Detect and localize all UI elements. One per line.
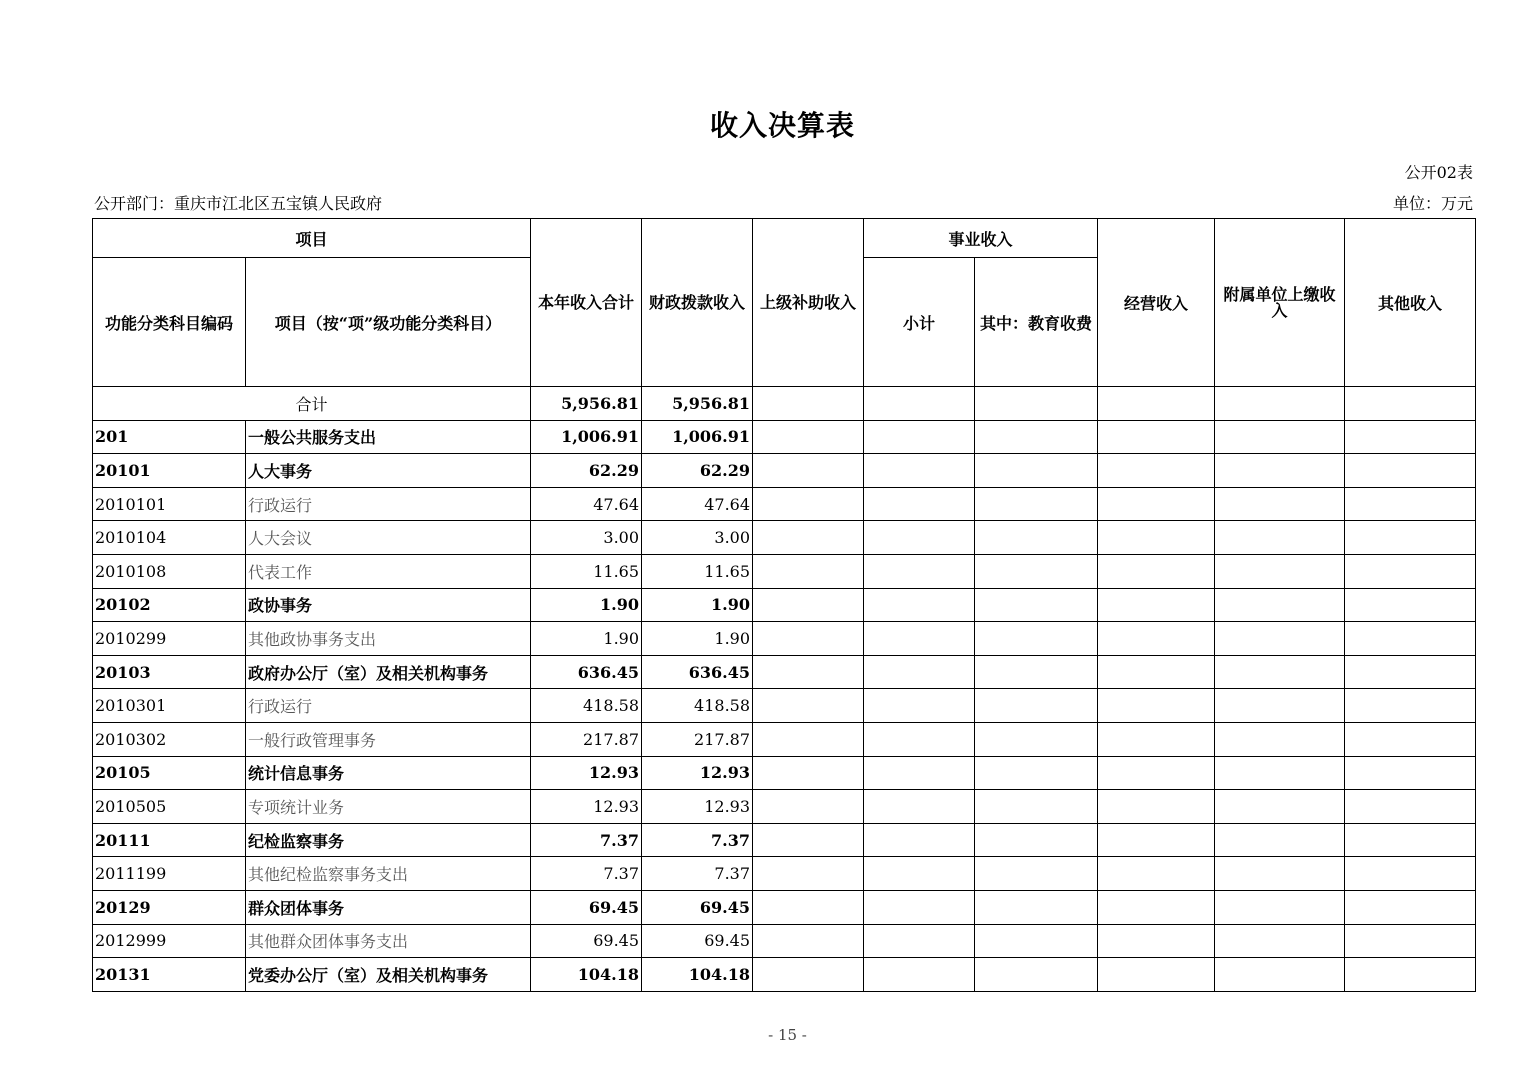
row-total: 12.93	[531, 756, 642, 790]
row-fiscal: 12.93	[642, 756, 753, 790]
empty-cell	[1098, 790, 1215, 824]
row-fiscal: 1.90	[642, 622, 753, 656]
empty-cell	[753, 521, 864, 555]
empty-cell	[864, 689, 975, 723]
row-name: 行政运行	[246, 689, 531, 723]
row-code: 20105	[93, 756, 246, 790]
empty-cell	[1215, 924, 1345, 958]
empty-cell	[753, 756, 864, 790]
row-fiscal: 62.29	[642, 454, 753, 488]
row-fiscal: 1,006.91	[642, 420, 753, 454]
empty-cell	[1345, 756, 1476, 790]
empty-cell	[1098, 420, 1215, 454]
table-row	[93, 420, 1476, 454]
empty-cell	[864, 420, 975, 454]
row-fiscal: 1.90	[642, 588, 753, 622]
row-name: 其他群众团体事务支出	[246, 924, 531, 958]
empty-cell	[864, 588, 975, 622]
empty-cell	[1345, 689, 1476, 723]
empty-cell	[753, 857, 864, 891]
row-name: 专项统计业务	[246, 790, 531, 824]
row-total: 1.90	[531, 622, 642, 656]
empty-cell	[1345, 487, 1476, 521]
empty-cell	[864, 554, 975, 588]
empty-cell	[1098, 689, 1215, 723]
empty-cell	[1345, 823, 1476, 857]
row-code: 2011199	[93, 857, 246, 891]
empty-cell	[1215, 722, 1345, 756]
total-label: 合计	[93, 387, 531, 421]
empty-cell	[975, 790, 1098, 824]
empty-cell	[864, 924, 975, 958]
row-code: 2010505	[93, 790, 246, 824]
empty-cell	[864, 890, 975, 924]
empty-cell	[753, 487, 864, 521]
row-name: 人大会议	[246, 521, 531, 555]
row-name: 政府办公厅（室）及相关机构事务	[246, 655, 531, 689]
empty-cell	[753, 588, 864, 622]
empty-cell	[1215, 790, 1345, 824]
empty-cell	[864, 622, 975, 656]
page-title: 收入决算表	[709, 109, 855, 142]
empty-cell	[864, 454, 975, 488]
row-name: 其他政协事务支出	[246, 622, 531, 656]
empty-cell	[975, 823, 1098, 857]
empty-cell	[1098, 857, 1215, 891]
row-fiscal: 418.58	[642, 689, 753, 723]
table-row	[93, 554, 1476, 588]
empty-cell	[864, 655, 975, 689]
empty-cell	[1345, 454, 1476, 488]
table-row	[93, 823, 1476, 857]
header-education: 其中：教育收费	[975, 258, 1098, 387]
empty-cell	[1098, 924, 1215, 958]
row-code: 2010101	[93, 487, 246, 521]
row-code: 2010104	[93, 521, 246, 555]
row-fiscal: 217.87	[642, 722, 753, 756]
empty-cell	[1215, 420, 1345, 454]
header-affiliated: 附属单位上缴收入	[1215, 219, 1345, 387]
empty-cell	[753, 790, 864, 824]
row-name: 其他纪检监察事务支出	[246, 857, 531, 891]
row-fiscal: 12.93	[642, 790, 753, 824]
empty-cell	[1345, 655, 1476, 689]
row-code: 2010301	[93, 689, 246, 723]
row-name: 代表工作	[246, 554, 531, 588]
empty-cell	[975, 554, 1098, 588]
table-row	[93, 689, 1476, 723]
unit-label: 单位：万元	[1392, 194, 1473, 213]
empty-cell	[1215, 454, 1345, 488]
empty-cell	[864, 823, 975, 857]
row-fiscal: 47.64	[642, 487, 753, 521]
row-code: 20111	[93, 823, 246, 857]
empty-cell	[1215, 857, 1345, 891]
empty-cell	[753, 655, 864, 689]
empty-cell	[753, 689, 864, 723]
empty-cell	[864, 487, 975, 521]
total-row	[93, 387, 1476, 421]
empty-cell	[1098, 487, 1215, 521]
empty-cell	[975, 924, 1098, 958]
form-number: 公开02表	[1404, 163, 1473, 182]
table-row	[93, 655, 1476, 689]
empty-cell	[1098, 454, 1215, 488]
empty-cell	[975, 756, 1098, 790]
empty-cell	[1098, 722, 1215, 756]
empty-cell	[1345, 924, 1476, 958]
row-fiscal: 636.45	[642, 655, 753, 689]
empty-cell	[1215, 823, 1345, 857]
row-fiscal: 11.65	[642, 554, 753, 588]
empty-cell	[1345, 722, 1476, 756]
table-row	[93, 958, 1476, 992]
table-row	[93, 857, 1476, 891]
empty-cell	[1215, 689, 1345, 723]
header-total: 本年收入合计	[531, 219, 642, 387]
empty-cell	[1345, 588, 1476, 622]
income-table	[92, 218, 1476, 992]
table-row	[93, 588, 1476, 622]
row-code: 2012999	[93, 924, 246, 958]
row-name: 统计信息事务	[246, 756, 531, 790]
page-number: - 15 -	[768, 1026, 807, 1044]
table-row	[93, 722, 1476, 756]
department-label: 公开部门：重庆市江北区五宝镇人民政府	[94, 194, 383, 213]
row-total: 47.64	[531, 487, 642, 521]
empty-cell	[1098, 554, 1215, 588]
empty-cell	[1215, 554, 1345, 588]
empty-cell	[975, 487, 1098, 521]
empty-cell	[1345, 958, 1476, 992]
empty-cell	[975, 420, 1098, 454]
empty-cell	[1345, 890, 1476, 924]
row-code: 2010299	[93, 622, 246, 656]
row-total: 636.45	[531, 655, 642, 689]
empty-cell	[753, 924, 864, 958]
empty-cell	[1098, 823, 1215, 857]
empty-cell	[753, 622, 864, 656]
table-row	[93, 890, 1476, 924]
row-total: 11.65	[531, 554, 642, 588]
table-row	[93, 454, 1476, 488]
empty-cell	[864, 857, 975, 891]
empty-cell	[975, 857, 1098, 891]
row-code: 20131	[93, 958, 246, 992]
empty-cell	[753, 454, 864, 488]
row-total: 1,006.91	[531, 420, 642, 454]
empty-cell	[1098, 890, 1215, 924]
row-code: 2010302	[93, 722, 246, 756]
table-row	[93, 622, 1476, 656]
empty-cell	[975, 890, 1098, 924]
header-business: 事业收入	[864, 219, 1098, 258]
empty-cell	[753, 554, 864, 588]
empty-cell	[753, 890, 864, 924]
table-row	[93, 487, 1476, 521]
row-name: 一般行政管理事务	[246, 722, 531, 756]
empty-cell	[753, 823, 864, 857]
header-code: 功能分类科目编码	[93, 258, 246, 387]
empty-cell	[1215, 487, 1345, 521]
row-name: 政协事务	[246, 588, 531, 622]
table-row	[93, 924, 1476, 958]
empty-cell	[1345, 857, 1476, 891]
empty-cell	[975, 622, 1098, 656]
row-code: 201	[93, 420, 246, 454]
empty-cell	[864, 521, 975, 555]
row-fiscal: 7.37	[642, 857, 753, 891]
empty-cell	[1098, 756, 1215, 790]
empty-cell	[864, 756, 975, 790]
row-name: 一般公共服务支出	[246, 420, 531, 454]
empty-cell	[975, 655, 1098, 689]
empty-cell	[975, 689, 1098, 723]
row-total: 7.37	[531, 823, 642, 857]
row-name: 纪检监察事务	[246, 823, 531, 857]
empty-cell	[1098, 958, 1215, 992]
row-total: 69.45	[531, 890, 642, 924]
row-total: 217.87	[531, 722, 642, 756]
header-superior: 上级补助收入	[753, 219, 864, 387]
table-row	[93, 790, 1476, 824]
row-total: 62.29	[531, 454, 642, 488]
row-name: 群众团体事务	[246, 890, 531, 924]
row-fiscal: 7.37	[642, 823, 753, 857]
row-total: 104.18	[531, 958, 642, 992]
row-total: 69.45	[531, 924, 642, 958]
row-total: 3.00	[531, 521, 642, 555]
table-row	[93, 521, 1476, 555]
empty-cell	[1098, 588, 1215, 622]
total-fiscal: 5,956.81	[642, 387, 753, 421]
empty-cell	[975, 722, 1098, 756]
empty-cell	[864, 958, 975, 992]
row-code: 20102	[93, 588, 246, 622]
empty-cell	[1215, 521, 1345, 555]
empty-cell	[1098, 521, 1215, 555]
empty-cell	[1345, 790, 1476, 824]
empty-cell	[1215, 655, 1345, 689]
empty-cell	[753, 420, 864, 454]
empty-cell	[1098, 622, 1215, 656]
row-total: 7.37	[531, 857, 642, 891]
empty-cell	[975, 521, 1098, 555]
header-operating: 经营收入	[1098, 219, 1215, 387]
row-total: 418.58	[531, 689, 642, 723]
row-code: 2010108	[93, 554, 246, 588]
row-code: 20101	[93, 454, 246, 488]
total-income: 5,956.81	[531, 387, 642, 421]
empty-cell	[1215, 756, 1345, 790]
row-code: 20103	[93, 655, 246, 689]
empty-cell	[753, 958, 864, 992]
empty-cell	[864, 790, 975, 824]
row-fiscal: 69.45	[642, 924, 753, 958]
header-project: 项目	[93, 219, 531, 258]
row-name: 人大事务	[246, 454, 531, 488]
empty-cell	[753, 722, 864, 756]
empty-cell	[1215, 958, 1345, 992]
empty-cell	[1345, 622, 1476, 656]
row-name: 行政运行	[246, 487, 531, 521]
empty-cell	[864, 722, 975, 756]
row-total: 12.93	[531, 790, 642, 824]
header-fiscal: 财政拨款收入	[642, 219, 753, 387]
empty-cell	[1098, 655, 1215, 689]
row-fiscal: 104.18	[642, 958, 753, 992]
row-fiscal: 69.45	[642, 890, 753, 924]
table-row	[93, 756, 1476, 790]
header-other: 其他收入	[1345, 219, 1476, 387]
row-fiscal: 3.00	[642, 521, 753, 555]
empty-cell	[975, 588, 1098, 622]
header-name: 项目（按“项”级功能分类科目）	[246, 258, 531, 387]
empty-cell	[1215, 890, 1345, 924]
empty-cell	[975, 454, 1098, 488]
empty-cell	[1345, 554, 1476, 588]
empty-cell	[1345, 521, 1476, 555]
empty-cell	[1345, 420, 1476, 454]
empty-cell	[975, 958, 1098, 992]
header-subtotal: 小计	[864, 258, 975, 387]
empty-cell	[1215, 622, 1345, 656]
empty-cell	[1215, 588, 1345, 622]
row-name: 党委办公厅（室）及相关机构事务	[246, 958, 531, 992]
row-total: 1.90	[531, 588, 642, 622]
row-code: 20129	[93, 890, 246, 924]
